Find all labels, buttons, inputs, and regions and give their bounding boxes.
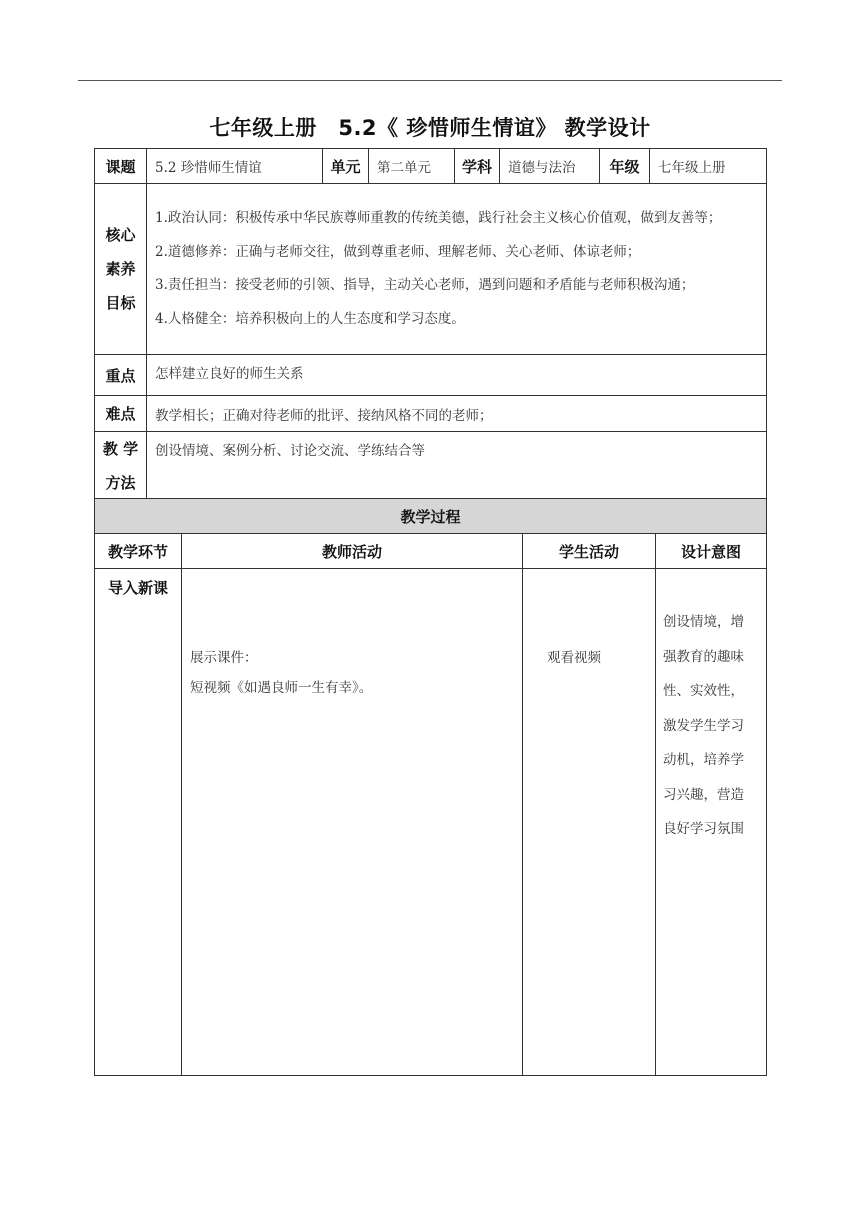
method-label-line: 方法 — [105, 474, 136, 492]
grade-label: 年级 — [600, 149, 650, 184]
grade-value: 七年级上册 — [650, 149, 767, 184]
student-activity: 观看视频 — [547, 650, 601, 666]
difficulty-label: 难点 — [95, 396, 147, 432]
design-intent-line: 强教育的趣味 — [663, 648, 744, 665]
unit-label: 单元 — [323, 149, 369, 184]
topic-label: 课题 — [95, 149, 147, 184]
teacher-activity-line: 短视频《如遇良师一生有幸》。 — [190, 680, 373, 696]
core-goal-item: 4.人格健全：培养积极向上的人生态度和学习态度。 — [155, 310, 465, 327]
header-rule — [78, 80, 782, 81]
core-label-line: 目标 — [105, 294, 136, 312]
header-stage: 教学环节 — [95, 534, 182, 569]
method-label-line: 教 学 — [102, 440, 139, 458]
info-table — [94, 148, 767, 501]
core-goal-item: 2.道德修养：正确与老师交往，做到尊重老师、理解老师、关心老师、体谅老师； — [155, 243, 641, 260]
design-intent-cell — [656, 569, 767, 1076]
core-goals-label — [95, 184, 147, 355]
process-table — [94, 498, 767, 1076]
subject-label: 学科 — [455, 149, 500, 184]
core-goal-item: 3.责任担当：接受老师的引领、指导，主动关心老师，遇到问题和矛盾能与老师积极沟通； — [155, 277, 695, 293]
core-goals-list — [147, 184, 767, 355]
design-intent-line: 良好学习氛围 — [663, 821, 744, 837]
document-title: 七年级上册 5.2《 珍惜师生情谊》 教学设计 — [209, 116, 651, 140]
student-activity-cell — [523, 569, 656, 1076]
difficulty-value: 教学相长；正确对待老师的批评、接纳风格不同的老师； — [147, 396, 767, 432]
unit-value: 第二单元 — [369, 149, 455, 184]
header-student-activity: 学生活动 — [523, 534, 656, 569]
key-point-value: 怎样建立良好的师生关系 — [147, 355, 767, 396]
design-intent-line: 习兴趣，营造 — [663, 786, 744, 803]
method-value: 创设情境、案例分析、讨论交流、学练结合等 — [147, 432, 767, 501]
key-point-label: 重点 — [95, 355, 147, 396]
teacher-activity-cell — [182, 569, 523, 1076]
design-intent-line: 创设情境，增 — [663, 614, 744, 630]
design-intent-line: 性、实效性， — [663, 683, 744, 699]
core-goal-item: 1.政治认同：积极传承中华民族尊师重教的传统美德，践行社会主义核心价值观，做到友善等； — [155, 210, 722, 226]
stage-cell — [95, 569, 182, 1076]
table-row — [95, 569, 767, 1076]
subject-value: 道德与法治 — [500, 149, 600, 184]
header-design-intent: 设计意图 — [656, 534, 767, 569]
method-label — [95, 432, 147, 501]
topic-value: 5.2 珍惜师生情谊 — [147, 149, 323, 184]
process-section-title: 教学过程 — [95, 499, 767, 534]
core-label-line: 素养 — [105, 260, 136, 278]
stage-label: 导入新课 — [107, 579, 168, 597]
header-teacher-activity: 教师活动 — [182, 534, 523, 569]
core-label-line: 核心 — [105, 226, 136, 244]
teacher-activity-line: 展示课件： — [190, 650, 258, 666]
design-intent-line: 激发学生学习 — [663, 717, 744, 734]
design-intent-line: 动机，培养学 — [663, 752, 744, 768]
